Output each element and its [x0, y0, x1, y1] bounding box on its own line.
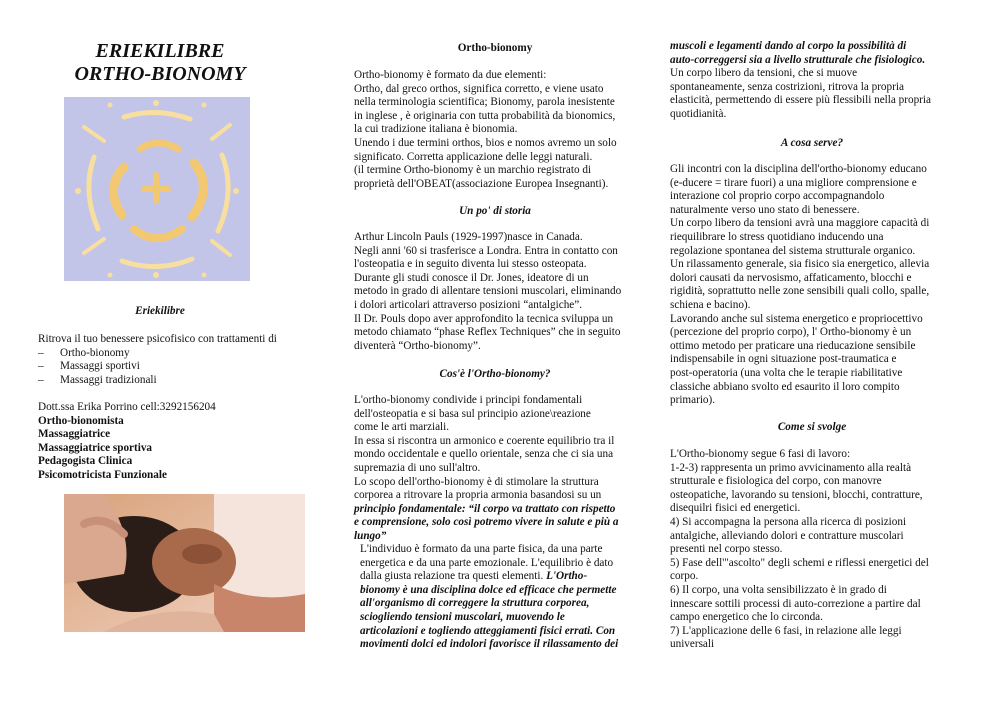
sun-rays-icon [64, 97, 250, 281]
intro-text: Ritrova il tuo benessere psicofisico con trattamenti di [38, 333, 277, 345]
contact-block [38, 401, 298, 483]
heading-storia: Un po' di storia [459, 205, 531, 217]
continuation-paragraph: muscoli e legamenti dando al corpo la possibilità di auto-correggersi sia a livello strutturale che fisiologico. Un corpo libero da tensioni, che si muove spontaneamente, senza costrizioni, ritrova la propria elasticità, permettendo di essere più flessibili nella propria quotidianità. [670, 40, 931, 120]
role: Ortho-bionomista [38, 414, 124, 427]
heading-cos-e: Cos'è l'Ortho-bionomy? [439, 368, 551, 380]
heading-ortho-bionomy: Ortho-bionomy [457, 42, 533, 54]
principles-paragraph: L'ortho-bionomy condivide i principi fondamentali dell'osteopatia e si basa sul principio azione\reazione come le arti marziali. In essa si riscontra un armonico e coerente equilibrio tra il mondo occidentale e quello orientale, senza che ci sia una supremazia di uno sull'altro. Lo scopo dell'ortho-bionomy è di stimolare la struttura corporea a ritrovare la propria armonia basandosi su un principio fondamentale: “il corpo va trattato con rispetto e comprensione, solo così potremo vivere in salute e più a lungo” [354, 394, 619, 542]
definition-paragraph: Ortho-bionomy è formato da due elementi: Ortho, dal greco orthos, significa corretto, e viene usato nella terminologia scientifica; Bionomy, parola inesistente in inglese , è originaria con tutta probabilità da bionomics, la cui tradizione italiana è bionomia. Unendo i due termini orthos, bios e nomos avremo un solo significato. Corretta applicazione delle leggi naturali. (il termine Ortho-bionomy è un marchio registrato di proprietà dell'OBEAT(associazione Europea Insegnanti). [354, 69, 617, 190]
service-item: – Massaggi tradizionali [38, 373, 157, 386]
phases-paragraph: L'Ortho-bionomy segue 6 fasi di lavoro: 1-2-3) rappresenta un primo avvicinamento alla realtà strutturale e fisiologica del corpo, con manovre osteopatiche, lavorando su tensioni, blocchi, contratture, disequilri fisici ed energetici. 4) Si accompagna la persona alla ricerca di posizioni antalgiche, alleviando dolori e contratture muscolari presenti nel corpo stesso. 5) Fase dell'"ascolto" degli schemi e riflessi energetici del corpo. 6) Il corpo, una volta sensibilizzato è in grado di innescare sottili processi di auto-correzione a partire dal campo energetico che lo circonda. 7) L'applicazione delle 6 fasi, in relazione alle leggi universali [670, 448, 929, 651]
eriekilibre-logo [64, 97, 250, 281]
title-line-1: ERIEKILIBRE [95, 40, 225, 62]
individual-paragraph: L'individuo è formato da una parte fisica, da una parte energetica e da una parte emozionale. L'equilibrio è dato dalla giusta relazione tra questi elementi. L'Ortho- bionomy è una disciplina dolce ed efficace che permette all'organismo di correggere la struttura corporea, sciogliendo tensioni muscolari, muovendo le articolazioni e togliendo atteggiamenti fisici errati. Con movimenti dolci ed indolori favorisce il rilassamento dei [360, 543, 619, 651]
service-item: – Massaggi sportivi [38, 360, 140, 373]
heading-a-cosa-serve: A cosa serve? [780, 137, 844, 149]
purpose-paragraph: Gli incontri con la disciplina dell'ortho-bionomy educano (e-ducere = tirare fuori) a una migliore comprensione e interazione col proprio corpo accompagnandolo naturalmente verso uno stato di benessere. Un corpo libero da tensioni avrà una maggiore capacità di riequilibrare lo stress quotidiano inducendo una regolazione spontanea del sistema strutturale organico. Un rilassamento generale, sia fisico sia energetico, allevia dolori causati da nervosismo, affaticamento, blocchi e rigidità, soprattutto nelle zone sensibili quali collo, spalle, schiena e bacino). Lavorando anche sul sistema energetico e propriocettivo (percezione del proprio corpo), l' Ortho-bionomy è un ottimo metodo per praticare una rieducazione sensibile indispensabile in ogni situazione post-traumatica e post-operatoria (una volta che le terapie riabilitative classiche abbiano svolto ed esaurito il loro compito primario). [670, 163, 930, 407]
service-item: – Ortho-bionomy [38, 346, 130, 359]
role: Massaggiatrice [38, 428, 111, 441]
services-intro [38, 333, 308, 387]
contact-phone: Dott.ssa Erika Porrino cell:3292156204 [38, 401, 216, 413]
title-line-2: ORTHO-BIONOMY [74, 63, 246, 85]
heading-come-si-svolge: Come si svolge [777, 421, 847, 433]
brochure-title [38, 40, 282, 86]
role: Psicomotricista Funzionale [38, 468, 167, 481]
role: Pedagogista Clinica [38, 455, 133, 468]
massage-photo [64, 494, 305, 632]
history-paragraph: Arthur Lincoln Pauls (1929-1997)nasce in Canada. Negli anni '60 si trasferisce a Londra. Entra in contatto con l'osteopatia e in seguito diventa lui stesso osteopata. Durante gli studi conosce il Dr. Jones, ideatore di un metodo in grado di allentare tensioni muscolari, eliminando i dolori articolari attraverso posizioni “antalgiche”. Il Dr. Pouls dopo aver approfondito la tecnica sviluppa un metodo chiamato “phase Reflex Techniques” che in seguito diventerà “Ortho-bionomy”. [354, 231, 622, 352]
role: Massaggiatrice sportiva [38, 441, 153, 454]
subtitle: Eriekilibre [135, 305, 185, 317]
